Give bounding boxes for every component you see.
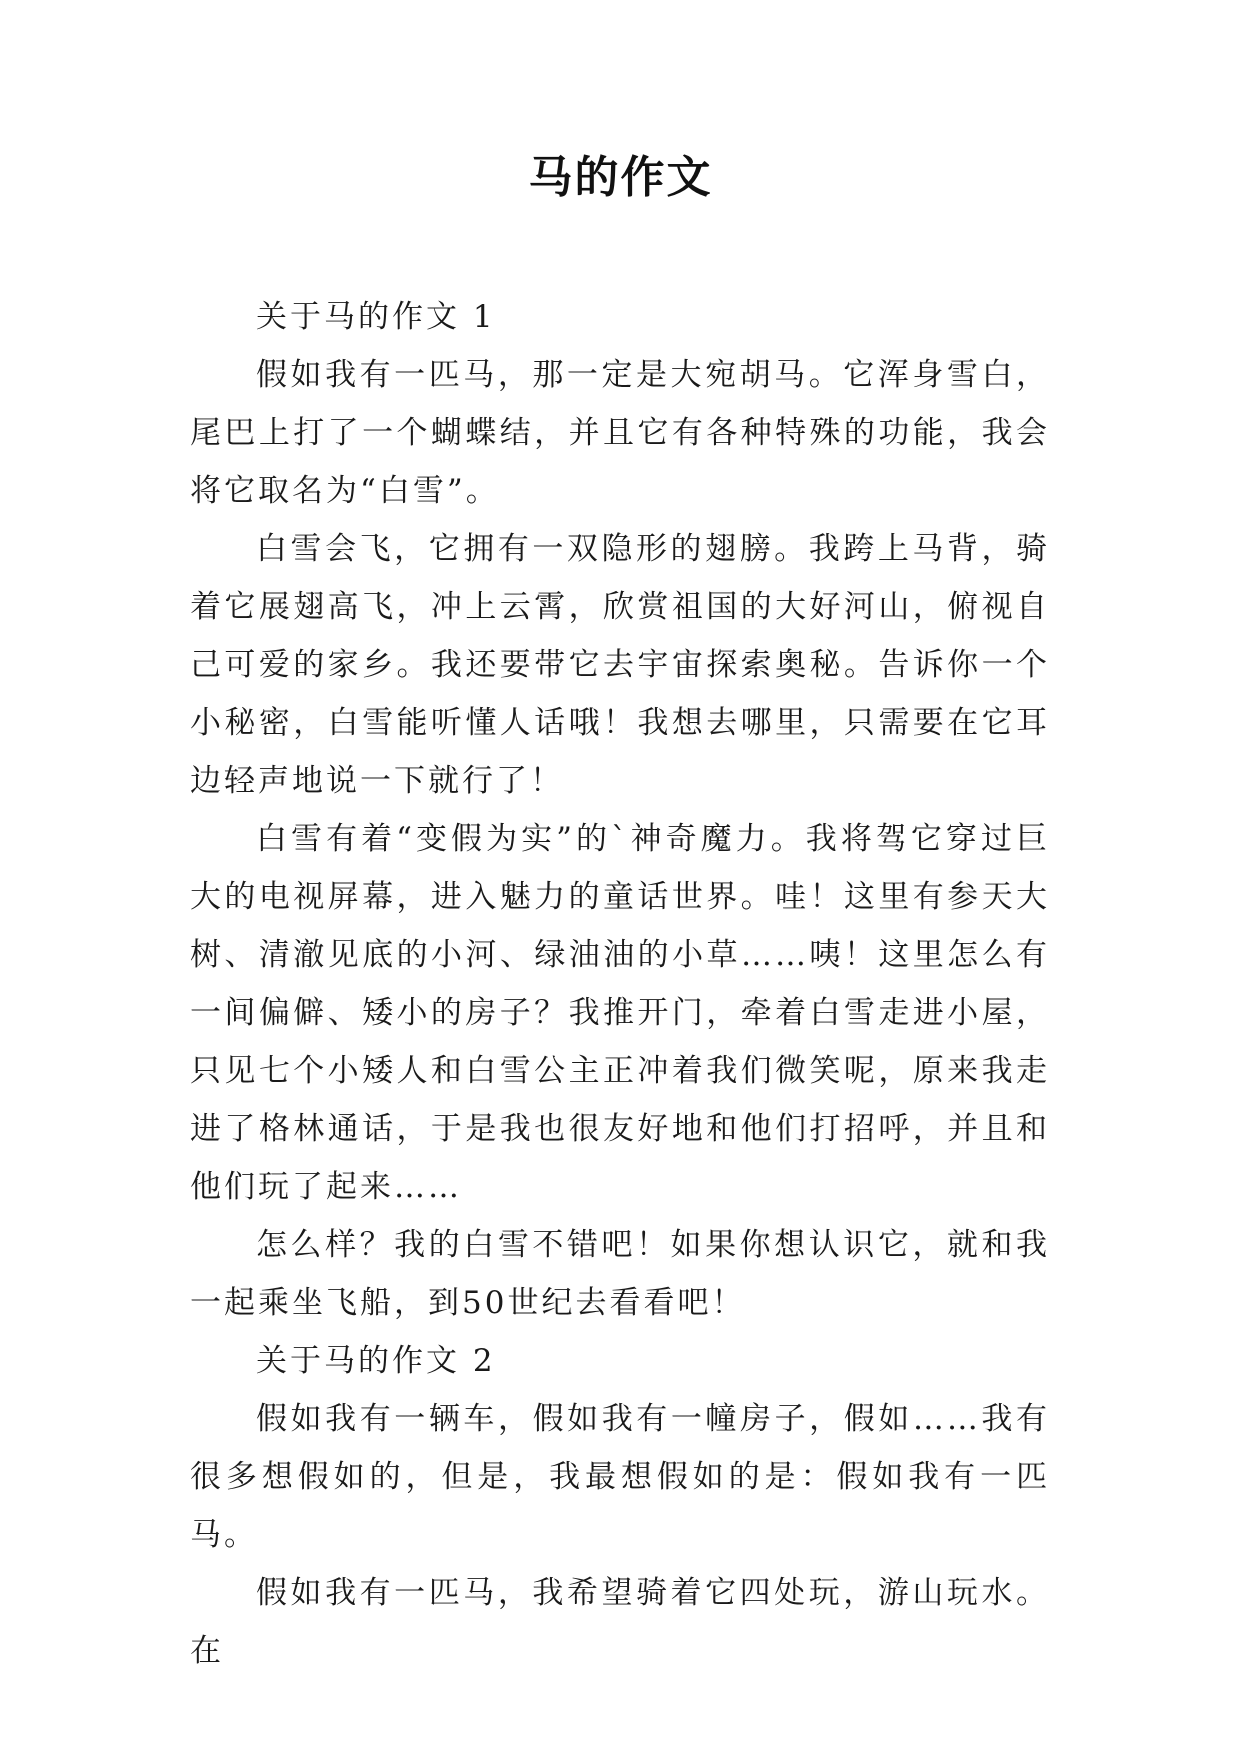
page-title: 马的作文 bbox=[528, 152, 713, 203]
paragraph: 白雪有着“变假为实”的`神奇魔力。我将驾它穿过巨大的电视屏幕，进入魅力的童话世界。哇！这里有参天大树、清澈见底的小河、绿油油的小草……咦！这里怎么有一间偏僻、矮小的房子？我推开门，牵着白雪走进小屋，只见七个小矮人和白雪公主正冲着我们微笑呢，原来我走进了格林通话，于是我也很友好地和他们打招呼，并且和他们玩了起来…… bbox=[190, 821, 1050, 1205]
section-heading: 关于马的作文 1 bbox=[256, 299, 496, 335]
paragraph: 假如我有一辆车，假如我有一幢房子，假如……我有很多想假如的，但是，我最想假如的是：假如我有一匹马。 bbox=[190, 1401, 1050, 1553]
paragraph: 怎么样？我的白雪不错吧！如果你想认识它，就和我一起乘坐飞船，到50世纪去看看吧！ bbox=[190, 1227, 1050, 1321]
paragraph: 白雪会飞，它拥有一双隐形的翅膀。我跨上马背，骑着它展翅高飞，冲上云霄，欣赏祖国的大好河山，俯视自己可爱的家乡。我还要带它去宇宙探索奥秘。告诉你一个小秘密，白雪能听懂人话哦！我想去哪里，只需要在它耳边轻声地说一下就行了！ bbox=[190, 531, 1050, 799]
document-body bbox=[190, 288, 1050, 1680]
section-heading: 关于马的作文 2 bbox=[256, 1343, 496, 1379]
paragraph: 假如我有一匹马，我希望骑着它四处玩，游山玩水。在 bbox=[190, 1575, 1050, 1669]
paragraph: 假如我有一匹马，那一定是大宛胡马。它浑身雪白，尾巴上打了一个蝴蝶结，并且它有各种特殊的功能，我会将它取名为“白雪”。 bbox=[190, 357, 1050, 509]
